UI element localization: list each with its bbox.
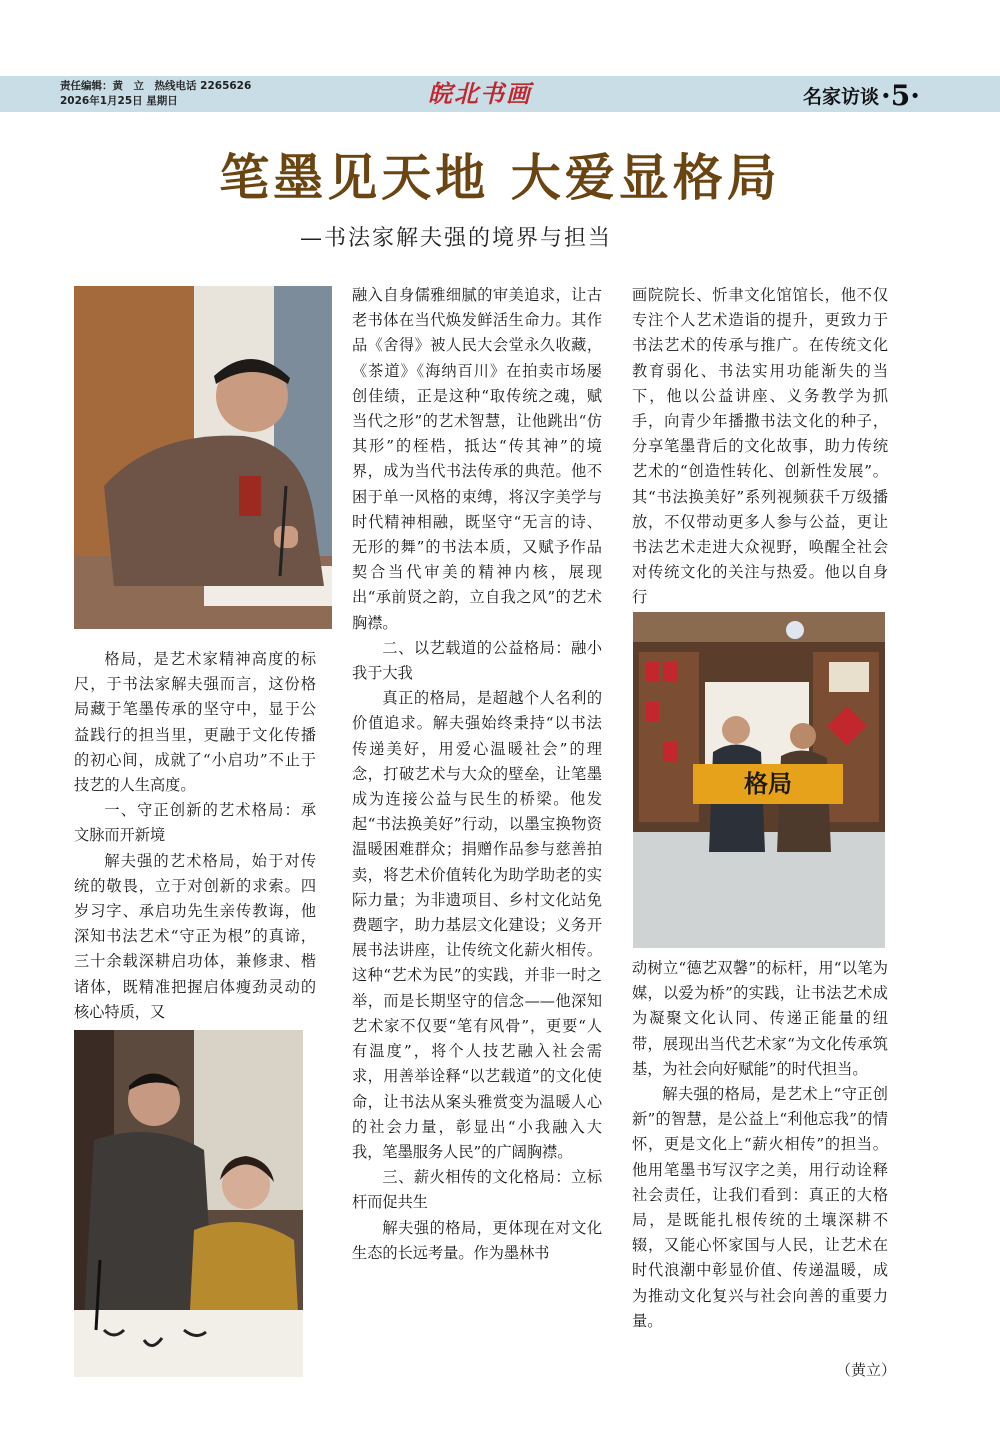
paragraph: 画院院长、忻聿文化馆馆长，他不仅专注个人艺术造诣的提升，更致力于书法艺术的传承与推广。在传统文化教育弱化、书法实用功能渐失的当下，他以公益讲座、义务教学为抓手，向青少年播撒书法文化的种子，分享笔墨背后的文化故事，助力传统艺术的“创造性转化、创新性发展”。其“书法换美好”系列视频获千万级播放，不仅带动更多人参与公益，更让书法艺术走进大众视野，唤醒全社会对传统文化的关注与热爱。他以自身行 xyxy=(632,286,888,607)
column-2 xyxy=(352,283,602,1266)
paragraph: 融入自身儒雅细腻的审美追求，让古老书体在当代焕发鲜活生命力。其作品《舍得》被人民大会堂永久收藏，《茶道》《海纳百川》在拍卖市场屡创佳绩，正是这种“取传统之魂，赋当代之形”的艺术智慧，让他跳出“仿其形”的桎梏，抵达“传其神”的境界，成为当代书法传承的典范。他不困于单一风格的束缚，将汉字美学与时代精神相融，既坚守“无言的诗、无形的舞”的书法本质，又赋予作品契合当代审美的精神内核，展现出“承前贤之韵，立自我之风”的艺术胸襟。 xyxy=(352,286,602,632)
byline: （黄立） xyxy=(836,1361,897,1379)
paragraph: 解夫强的艺术格局，始于对传统的敬畏，立于对创新的求索。四岁习字、承启功先生亲传教诲，他深知书法艺术“守正为根”的真谛，三十余载深耕启功体，兼修隶、楷诸体，既精准把握启体瘦劲灵动的核心特质，又 xyxy=(74,851,316,1021)
date-line: 2026年1月25日 星期日 xyxy=(60,95,178,107)
banner-text: 格局 xyxy=(744,769,792,798)
paragraph: 解夫强的格局，更体现在对文化生态的长远考量。作为墨林书 xyxy=(352,1218,602,1262)
paragraph: 格局，是艺术家精神高度的标尺，于书法家解夫强而言，这份格局藏于笔墨传承的坚守中，显于公益践行的担当里，更融于文化传播的初心间，成就了“小启功”不止于技艺的人生高度。 xyxy=(74,650,316,795)
header-bar xyxy=(0,76,1000,112)
section-heading-2: 二、以艺载道的公益格局：融小我于大我 xyxy=(352,638,602,683)
column-1-top xyxy=(74,647,316,1025)
section-heading-3: 三、薪火相传的文化格局：立标杆而促共生 xyxy=(352,1168,602,1212)
paragraph: 动树立“德艺双馨”的标杆，用“以笔为媒，以爱为桥”的实践，让书法艺术成为凝聚文化认同、传递正能量的纽带，展现出当代艺术家“为文化传承筑基，为社会向好赋能”的时代担当。 xyxy=(632,959,888,1078)
article-title: 笔墨见天地 大爱显格局 xyxy=(219,148,781,207)
masthead-logo: 皖北书画 xyxy=(428,79,532,108)
editor-line: 责任编辑：黄 立 热线电话 2265626 xyxy=(60,80,252,92)
photo-teaching-image xyxy=(74,1030,303,1377)
page-number: ·5· xyxy=(881,78,920,112)
column-3-top xyxy=(632,283,888,611)
column-3-bottom xyxy=(632,956,888,1334)
photo-artist-writing xyxy=(74,286,332,629)
photo-artist-writing-image xyxy=(74,286,332,629)
section-name: 名家访谈 xyxy=(803,85,880,108)
paragraph: 解夫强的格局，是艺术上“守正创新”的智慧，是公益上“利他忘我”的情怀，更是文化上“薪火相传”的担当。他用笔墨书写汉字之美，用行动诠释社会责任，让我们看到：真正的大格局，是既能扎根传统的土壤深耕不辍，又能心怀家国与人民，让艺术在时代浪潮中彰显价值、传递温暖，成为推动文化复兴与社会向善的重要力量。 xyxy=(632,1085,888,1330)
header-info xyxy=(60,79,251,109)
section-label xyxy=(803,78,920,112)
photo-teaching xyxy=(74,1030,303,1377)
paragraph: 真正的格局，是超越个人名利的价值追求。解夫强始终秉持“以书法传递美好，用爱心温暖社会”的理念，打破艺术与大众的壁垒，让笔墨成为连接公益与民生的桥梁。他发起“书法换美好”行动，以墨宝换物资温暖困难群众；捐赠作品参与慈善拍卖，将艺术价值转化为助学助老的实际力量；为非遗项目、乡村文化站免费题字，助力基层文化建设；义务开展书法讲座，让传统文化薪火相传。这种“艺术为民”的实践，并非一时之举，而是长期坚守的信念——他深知艺术家不仅要“笔有风骨”，更要“人有温度”，将个人技艺融入社会需求，用善举诠释“以艺载道”的文化使命，让书法从案头雅赏变为温暖人心的社会力量，彰显出“小我融入大我，笔墨服务人民”的广阔胸襟。 xyxy=(352,689,602,1161)
article-subtitle: —书法家解夫强的境界与担当 xyxy=(300,226,613,251)
photo-banner-presentation xyxy=(633,612,885,948)
photo-banner-image xyxy=(633,612,885,948)
section-heading-1: 一、守正创新的艺术格局：承文脉而开新境 xyxy=(74,801,316,845)
